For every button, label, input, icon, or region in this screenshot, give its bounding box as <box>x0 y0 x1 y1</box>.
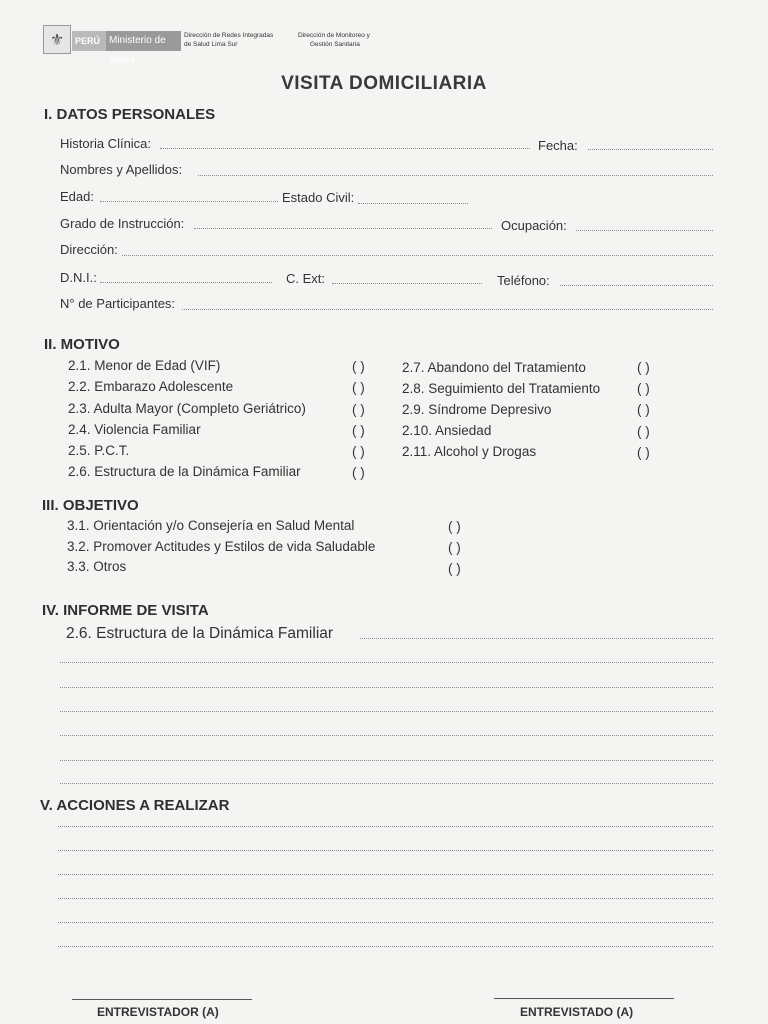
motivo-item: 2.6. Estructura de la Dinámica Familiar <box>68 464 301 479</box>
objetivo-item: 3.2. Promover Actitudes y Estilos de vida Saludable <box>67 539 376 554</box>
objetivo-item: 3.1. Orientación y/o Consejería en Salud Mental <box>67 518 355 533</box>
direccion-field[interactable] <box>122 255 713 256</box>
objetivo-item: 3.3. Otros <box>67 559 127 574</box>
grado-instruccion-field[interactable] <box>194 228 492 229</box>
informe-line[interactable] <box>60 735 713 736</box>
motivo-checkbox[interactable]: ( ) <box>637 360 650 375</box>
motivo-checkbox[interactable]: ( ) <box>352 359 365 374</box>
motivo-item: 2.3. Adulta Mayor (Completo Geriátrico) <box>68 401 306 416</box>
fecha-field[interactable] <box>588 149 713 150</box>
fecha-label: Fecha: <box>538 138 578 153</box>
section-objetivo-heading: III. OBJETIVO <box>42 497 139 514</box>
ocupacion-field[interactable] <box>576 230 713 231</box>
interviewee-label: ENTREVISTADO (A) <box>520 1005 634 1019</box>
motivo-checkbox[interactable]: ( ) <box>352 423 365 438</box>
nombres-label: Nombres y Apellidos: <box>60 162 183 177</box>
dni-field[interactable] <box>100 282 272 283</box>
historia-clinica-label: Historia Clínica: <box>60 136 152 151</box>
dept1-label: Dirección de Redes Integradas de Salud Lima Sur <box>184 32 274 48</box>
telefono-field[interactable] <box>560 285 713 286</box>
dni-label: D.N.I.: <box>60 270 97 285</box>
edad-label: Edad: <box>60 189 94 204</box>
motivo-item: 2.9. Síndrome Depresivo <box>402 402 552 417</box>
objetivo-checkbox[interactable]: ( ) <box>448 561 461 576</box>
motivo-checkbox[interactable]: ( ) <box>637 445 650 460</box>
section-motivo-heading: II. MOTIVO <box>44 336 120 353</box>
section-datos-personales-heading: I. DATOS PERSONALES <box>44 106 216 123</box>
motivo-item: 2.8. Seguimiento del Tratamiento <box>402 381 601 396</box>
objetivo-checkbox[interactable]: ( ) <box>448 540 461 555</box>
motivo-checkbox[interactable]: ( ) <box>637 381 650 396</box>
objetivo-checkbox[interactable]: ( ) <box>448 519 461 534</box>
motivo-item: 2.1. Menor de Edad (VIF) <box>68 358 221 373</box>
motivo-item: 2.11. Alcohol y Drogas <box>402 444 537 459</box>
edad-field[interactable] <box>100 201 278 202</box>
acciones-line[interactable] <box>58 946 713 947</box>
c-ext-label: C. Ext: <box>286 271 326 286</box>
dept2-label: Dirección de Monitoreo y Gestión Sanitaria <box>298 32 370 48</box>
interviewer-signature-line[interactable] <box>72 999 252 1000</box>
motivo-checkbox[interactable]: ( ) <box>637 402 650 417</box>
interviewee-signature-line[interactable] <box>494 998 674 999</box>
motivo-checkbox[interactable]: ( ) <box>352 380 365 395</box>
nombres-field[interactable] <box>198 175 713 176</box>
direccion-label: Dirección: <box>60 242 118 257</box>
ocupacion-label: Ocupación: <box>501 218 567 233</box>
informe-line[interactable] <box>60 711 713 712</box>
estado-civil-label: Estado Civil: <box>282 190 355 205</box>
motivo-checkbox[interactable]: ( ) <box>352 402 365 417</box>
informe-line[interactable] <box>360 638 713 639</box>
acciones-line[interactable] <box>58 922 713 923</box>
motivo-checkbox[interactable]: ( ) <box>637 424 650 439</box>
page-title: VISITA DOMICILIARIA <box>281 73 487 94</box>
acciones-line[interactable] <box>58 826 713 827</box>
ministry-banner: Ministerio de Salud <box>106 31 181 51</box>
c-ext-field[interactable] <box>332 283 482 284</box>
motivo-item: 2.5. P.C.T. <box>68 443 130 458</box>
estado-civil-field[interactable] <box>358 203 468 204</box>
participantes-field[interactable] <box>182 309 713 310</box>
motivo-item: 2.2. Embarazo Adolescente <box>68 379 234 394</box>
motivo-item: 2.4. Violencia Familiar <box>68 422 201 437</box>
participantes-label: N° de Participantes: <box>60 296 176 311</box>
telefono-label: Teléfono: <box>497 273 550 288</box>
informe-line[interactable] <box>60 662 713 663</box>
informe-line[interactable] <box>60 783 713 784</box>
informe-line[interactable] <box>60 760 713 761</box>
acciones-line[interactable] <box>58 850 713 851</box>
grado-instruccion-label: Grado de Instrucción: <box>60 216 185 231</box>
section-acciones-heading: V. ACCIONES A REALIZAR <box>40 797 230 814</box>
country-banner: PERÚ <box>72 31 107 51</box>
acciones-line[interactable] <box>58 898 713 899</box>
coat-of-arms-icon: ⚜ <box>43 25 71 54</box>
informe-line[interactable] <box>60 687 713 688</box>
section-informe-heading: IV. INFORME DE VISITA <box>42 602 209 619</box>
motivo-item: 2.10. Ansiedad <box>402 423 492 438</box>
historia-clinica-field[interactable] <box>160 148 530 149</box>
motivo-checkbox[interactable]: ( ) <box>352 465 365 480</box>
acciones-line[interactable] <box>58 874 713 875</box>
motivo-item: 2.7. Abandono del Tratamiento <box>402 360 586 375</box>
informe-first-line: 2.6. Estructura de la Dinámica Familiar <box>66 625 334 642</box>
interviewer-label: ENTREVISTADOR (A) <box>97 1005 219 1019</box>
motivo-checkbox[interactable]: ( ) <box>352 444 365 459</box>
